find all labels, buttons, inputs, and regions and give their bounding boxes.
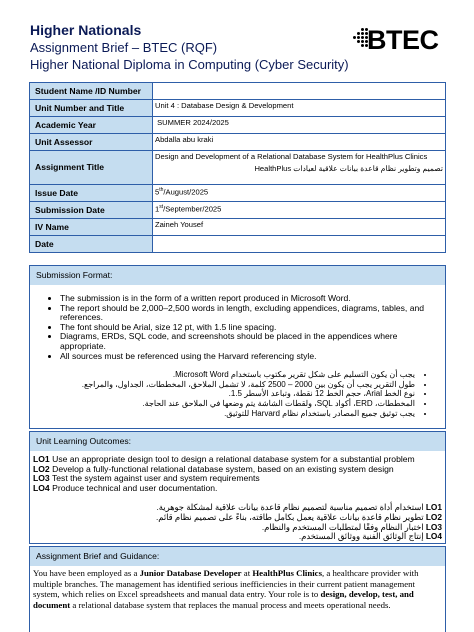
list-item: LO4 إنتاج الوثائق الفنية ووثائق المستخدم. [298, 531, 442, 542]
submission-date-day: 1 [155, 204, 160, 214]
header-line-3: Higher National Diploma in Computing (Cyber Security) [30, 57, 349, 72]
value-submission-date [153, 202, 446, 219]
label-unit-assessor: Unit Assessor [30, 134, 153, 151]
document-header [30, 22, 360, 73]
list-item: • Diagrams, ERDs, SQL code, and screenshots should be placed in the appendices where appropriate. [60, 332, 445, 351]
issue-date-day: 5 [155, 187, 160, 197]
list-item: • The report should be 2,000–2,500 words in length, excluding appendices, diagrams, tables, and references. [60, 304, 445, 323]
value-assignment-title [153, 151, 446, 185]
btec-logo-text: BTEC [367, 25, 439, 55]
list-item: • يجب توثيق جميع المصادر باستخدام نظام Harvard للتوثيق. [30, 409, 415, 419]
learning-outcomes-en [30, 455, 445, 493]
value-issue-date [153, 185, 446, 202]
assignment-brief-heading: Assignment Brief and Guidance: [30, 547, 445, 566]
value-iv-name: Zaineh Yousef [153, 219, 446, 236]
list-item: LO2 تطوير نظام قاعدة بيانات علاقية يعمل بكامل طاقته، بناءً على تصميم نظام قائم. [156, 511, 442, 522]
btec-logo-dots-icon [352, 28, 368, 50]
list-item: • The submission is in the form of a written report produced in Microsoft Word. [60, 294, 445, 304]
list-item: • نوع الخط Arial، حجم الخط 12 نقطة، وتباعد الأسطر 1.5. [30, 389, 415, 399]
list-item: • طول التقرير يجب أن يكون بين 2000 – 2500 كلمة، لا تشمل الملاحق، المخططات، الجداول، والمراجع. [30, 380, 415, 390]
label-iv-name: IV Name [30, 219, 153, 236]
value-unit: Unit 4 : Database Design & Development [153, 100, 446, 117]
submission-date-rest: /September/2025 [163, 204, 222, 214]
list-item: • The font should be Arial, size 12 pt, with 1.5 line spacing. [60, 323, 445, 333]
assignment-title-ar: تصميم وتطوير نظام قاعدة بيانات علاقية لعيادات HealthPlus [254, 164, 443, 173]
table-row [30, 134, 446, 151]
header-line-1: Higher Nationals [30, 22, 142, 38]
submission-format-heading: Submission Format: [30, 266, 445, 285]
btec-logo [352, 24, 448, 56]
list-item: LO1 Use an appropriate design tool to design a relational database system for a substantial problem [33, 454, 415, 464]
label-academic-year: Academic Year [30, 117, 153, 134]
header-line-2: Assignment Brief – BTEC (RQF) [30, 40, 218, 55]
label-unit: Unit Number and Title [30, 100, 153, 117]
value-student-name[interactable] [153, 83, 446, 100]
list-item: LO1 استخدام أداة تصميم مناسبة لتصميم نظام قاعدة بيانات علاقية لمشكلة جوهرية. [156, 502, 442, 513]
list-item: • يجب أن يكون التسليم على شكل تقرير مكتوب باستخدام Microsoft Word. [30, 370, 415, 380]
label-issue-date: Issue Date [30, 185, 153, 202]
label-assignment-title: Assignment Title [30, 151, 153, 185]
assignment-title-en: Design and Development of a Relational Database System for HealthPlus Clinics [155, 152, 428, 161]
submission-format-list-ar [30, 370, 445, 418]
submission-date-suffix: st [159, 204, 164, 210]
list-item: LO3 Test the system against user and system requirements [33, 473, 260, 484]
list-item: LO2 Develop a fully-functional relational database system, based on an existing system design [33, 463, 394, 474]
assignment-brief-section [29, 546, 446, 632]
label-date: Date [30, 236, 153, 253]
table-row [30, 83, 446, 100]
table-row [30, 151, 446, 185]
issue-date-rest: /August/2025 [163, 187, 209, 197]
learning-outcomes-heading: Unit Learning Outcomes: [30, 432, 445, 451]
submission-format-section [29, 265, 446, 429]
list-item: • المخططات، ERD، أكواد SQL، ولقطات الشاشة يتم وضعها في الملاحق عند الحاجة. [30, 399, 415, 409]
table-row [30, 117, 446, 134]
value-unit-assessor: Abdalla abu kraki [153, 134, 446, 151]
learning-outcomes-ar [30, 503, 445, 541]
label-submission-date: Submission Date [30, 202, 153, 219]
submission-format-list-en [30, 294, 445, 361]
table-row [30, 185, 446, 202]
table-row [30, 236, 446, 253]
learning-outcomes-section [29, 431, 446, 544]
value-academic-year: SUMMER 2024/2025 [153, 117, 446, 134]
table-row [30, 202, 446, 219]
label-student-name: Student Name /ID Number [30, 83, 153, 100]
list-item: LO4 Produce technical and user documentation. [33, 482, 218, 493]
list-item: • All sources must be referenced using the Harvard referencing style. [60, 352, 445, 362]
value-date[interactable] [153, 236, 446, 253]
list-item: LO3 اختبار النظام وفقًا لمتطلبات المستخدم والنظام. [261, 521, 442, 532]
table-row [30, 219, 446, 236]
assignment-brief-text: You have been employed as a Junior Database Developer at HealthPlus Clinics, a healthcare provider with multiple branches. The management has identified serious inefficiencies in their current patient management system, which relies on Excel spreadsheets and manual data entry. Your role is to design, develop, test, and document a relational database system that replaces the manual process and meets operational needs. [33, 568, 419, 610]
issue-date-suffix: th [159, 187, 164, 193]
table-row [30, 100, 446, 117]
assignment-info-table [29, 82, 446, 253]
